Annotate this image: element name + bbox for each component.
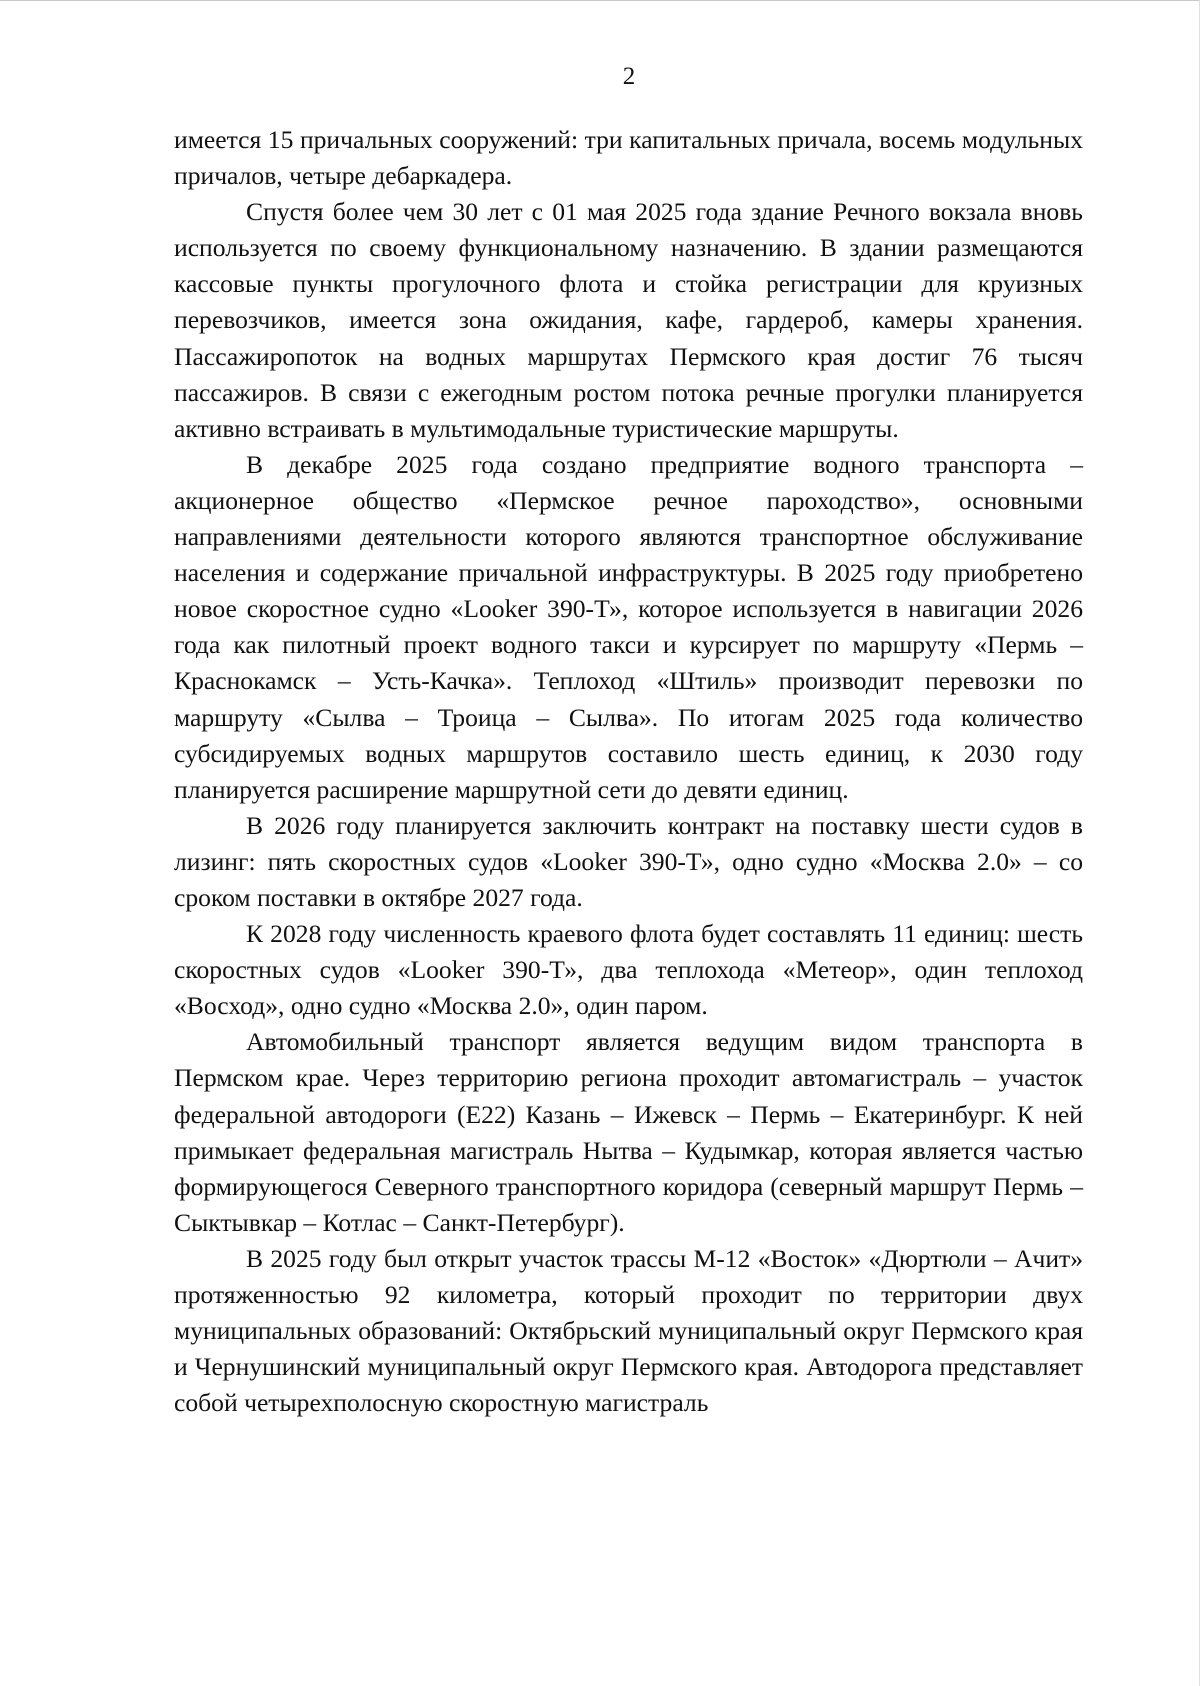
paragraph-2: Спустя более чем 30 лет с 01 мая 2025 года здание Речного вокзала вновь используется по своему функциональному назначению. В здании размещаются кассовые пункты прогулочного флота и стойка регистрации для круизных перевозчиков, имеется зона ожидания, кафе, гардероб, камеры хранения. Пассажиропоток на водных маршрутах Пермского края достиг 76 тысяч пассажиров. В связи с ежегодным ростом потока речные прогулки планируется активно встраивать в мультимодальные туристические маршруты. [174, 197, 1083, 443]
paragraph-1: имеется 15 причальных сооружений: три капитальных причала, восемь модульных причалов, четыре дебаркадера. [174, 125, 1083, 191]
page-number: 2 [622, 63, 636, 90]
paragraph-6: Автомобильный транспорт является ведущим видом транспорта в Пермском крае. Через территорию региона проходит автомагистраль – участок федеральной автодороги (Е22) Казань – Ижевск – Пермь – Екатеринбург. К ней примыкает федеральная магистраль Нытва – Кудымкар, которая является частью формирующегося Северного транспортного коридора (северный маршрут Пермь – Сыктывкар – Котлас – Санкт-Петербург). [174, 1027, 1083, 1237]
paragraph-7: В 2025 году был открыт участок трассы М-12 «Восток» «Дюртюли – Ачит» протяженностью 92 километра, который проходит по территории двух муниципальных образований: Октябрьский муниципальный округ Пермского края и Чернушинский муниципальный округ Пермского края. Автодорога представляет собой четырехполосную скоростную магистраль [174, 1243, 1083, 1418]
body-text [174, 122, 1083, 1421]
paragraph-4: В 2026 году планируется заключить контракт на поставку шести судов в лизинг: пять скоростных судов «Looker 390-Т», одно судно «Москва 2.0» – со сроком поставки в октябре 2027 года. [174, 810, 1083, 912]
scan-edge-top [0, 0, 1200, 1]
paragraph-5: К 2028 году численность краевого флота будет составлять 11 единиц: шесть скоростных судов «Looker 390-Т», два теплохода «Метеор», один теплоход «Восход», одно судно «Москва 2.0», один паром. [174, 919, 1083, 1021]
paragraph-3: В декабре 2025 года создано предприятие водного транспорта – акционерное общество «Пермское речное пароходство», основными направлениями деятельности которого являются транспортное обслуживание населения и содержание причальной инфраструктуры. В 2025 году приобретено новое скоростное судно «Looker 390-Т», которое используется в навигации 2026 года как пилотный проект водного такси и курсирует по маршруту «Пермь – Краснокамск – Усть-Качка». Теплоход «Штиль» производит перевозки по маршруту «Сылва – Троица – Сылва». По итогам 2025 года количество субсидируемых водных маршрутов составило шесть единиц, к 2030 году планируется расширение маршрутной сети до девяти единиц. [174, 449, 1083, 804]
